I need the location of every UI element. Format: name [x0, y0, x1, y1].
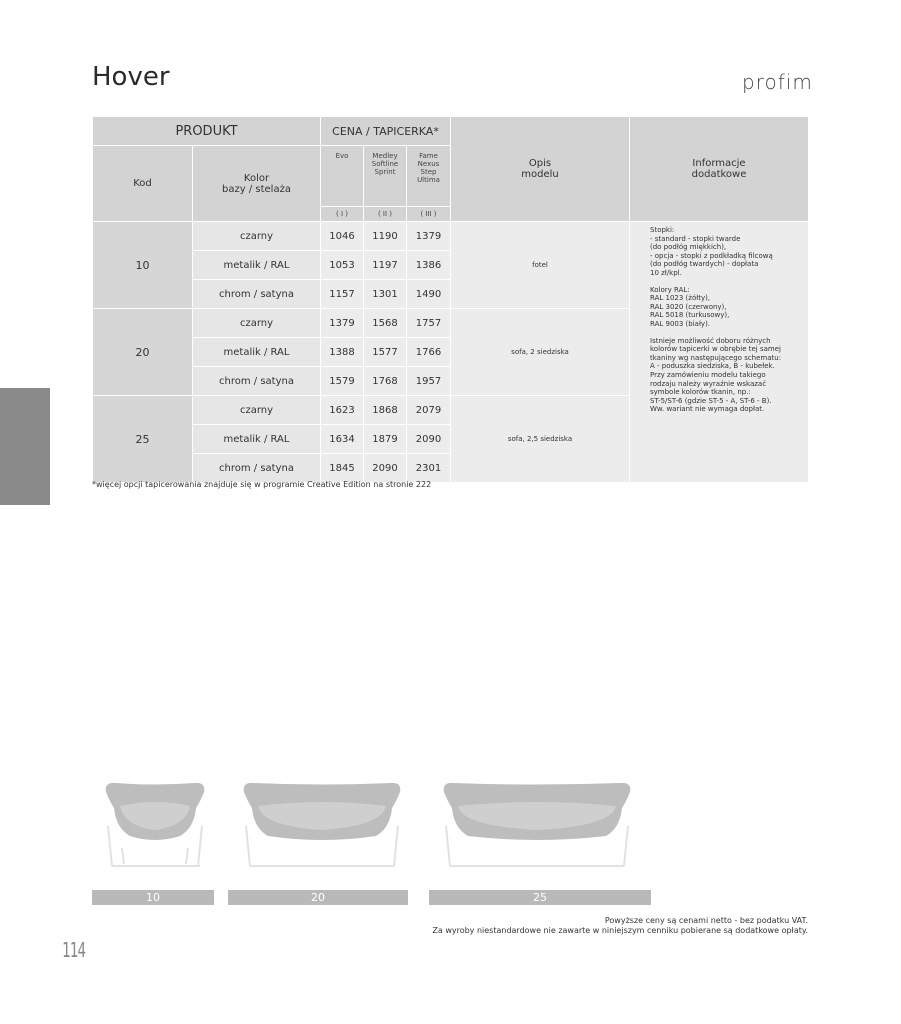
model-description: sofa, 2,5 siedziska [451, 396, 630, 483]
kod-header: Kod [93, 146, 193, 222]
price-cell: 1868 [364, 396, 407, 425]
product-code: 25 [93, 396, 193, 483]
price-cell: 1568 [364, 309, 407, 338]
product-code: 20 [93, 309, 193, 396]
page-title: Hover [92, 62, 170, 92]
product-image-sofa-2 [238, 778, 406, 870]
price-cell: 1046 [321, 222, 364, 251]
frame-color: czarny [193, 222, 321, 251]
info-paragraph: Stopki: - standard - stopki twarde (do podłóg miękkich), - opcja - stopki z podkładką filcową (do podłóg twardych) - dopłata 10 zł/kpl. [650, 226, 773, 277]
price-note-line-2: Za wyroby niestandardowe nie zawarte w niniejszym cenniku pobierane są dodatkowe opłaty. [432, 926, 808, 935]
price-cell: 1157 [321, 280, 364, 309]
side-tab [0, 388, 50, 505]
price-cell: 1301 [364, 280, 407, 309]
product-label-10: 10 [92, 890, 214, 905]
cena-header: CENA / TAPICERKA* [321, 117, 451, 146]
frame-color: chrom / satyna [193, 367, 321, 396]
price-cell: 1768 [364, 367, 407, 396]
price-cell: 2079 [407, 396, 451, 425]
price-cell: 1623 [321, 396, 364, 425]
price-cell: 1577 [364, 338, 407, 367]
price-cell: 1579 [321, 367, 364, 396]
price-cell: 2090 [364, 454, 407, 483]
model-description: sofa, 2 siedziska [451, 309, 630, 396]
model-description: fotel [451, 222, 630, 309]
produkt-header: PRODUKT [93, 117, 321, 146]
price-cell: 1490 [407, 280, 451, 309]
price-group-3-roman: ( III ) [407, 207, 451, 222]
price-group-3-header: Fame Nexus Step Ultima [407, 146, 451, 207]
price-cell: 1957 [407, 367, 451, 396]
price-group-2-header: Medley Softline Sprint [364, 146, 407, 207]
price-cell: 2090 [407, 425, 451, 454]
frame-color: czarny [193, 396, 321, 425]
frame-color: chrom / satyna [193, 454, 321, 483]
price-cell: 1197 [364, 251, 407, 280]
frame-color: metalik / RAL [193, 338, 321, 367]
product-code: 10 [93, 222, 193, 309]
frame-color: metalik / RAL [193, 425, 321, 454]
price-cell: 1634 [321, 425, 364, 454]
price-table [92, 116, 809, 483]
price-cell: 1379 [407, 222, 451, 251]
brand-logo: profim [742, 70, 813, 94]
kolor-header: Kolor bazy / stelaża [193, 146, 321, 222]
product-image-sofa-25 [438, 778, 636, 870]
price-cell: 1053 [321, 251, 364, 280]
page-number: 114 [62, 938, 86, 962]
table-row [93, 222, 809, 251]
price-cell: 1766 [407, 338, 451, 367]
frame-color: czarny [193, 309, 321, 338]
footnote: *więcej opcji tapicerowania znajduje się w programie Creative Edition na stronie 222 [92, 480, 432, 489]
price-cell: 1386 [407, 251, 451, 280]
frame-color: chrom / satyna [193, 280, 321, 309]
price-note-line-1: Powyższe ceny są cenami netto - bez podatku VAT. [604, 916, 808, 925]
info-paragraph: Kolory RAL: RAL 1023 (żółty), RAL 3020 (czerwony), RAL 5018 (turkusowy), RAL 9003 (biały). [650, 285, 730, 328]
price-cell: 1190 [364, 222, 407, 251]
informacje-header: Informacje dodatkowe [630, 117, 809, 222]
opis-header: Opis modelu [451, 117, 630, 222]
price-group-1-roman: ( I ) [321, 207, 364, 222]
price-cell: 1757 [407, 309, 451, 338]
info-paragraph: Istnieje możliwość doboru różnych kolorów tapicerki w obrębie tej samej tkaniny wg następującego schematu: A - poduszka siedziska, B - kubełek. Przy zamówieniu modelu takiego rodzaju należy wyraźnie wskazać symbole kolorów tkanin, np.: ST-5/ST-6 (gdzie ST-5 - A, ST-6 - B). Ww. wariant nie wymaga dopłat. [650, 336, 782, 414]
additional-info [630, 222, 809, 483]
price-cell: 1845 [321, 454, 364, 483]
product-label-25: 25 [429, 890, 651, 905]
product-label-20: 20 [228, 890, 408, 905]
price-cell: 1388 [321, 338, 364, 367]
price-group-2-roman: ( II ) [364, 207, 407, 222]
price-cell: 1879 [364, 425, 407, 454]
price-note [432, 916, 808, 936]
price-cell: 2301 [407, 454, 451, 483]
price-cell: 1379 [321, 309, 364, 338]
frame-color: metalik / RAL [193, 251, 321, 280]
price-group-1-header: Evo [321, 146, 364, 207]
product-image-armchair [100, 778, 210, 870]
